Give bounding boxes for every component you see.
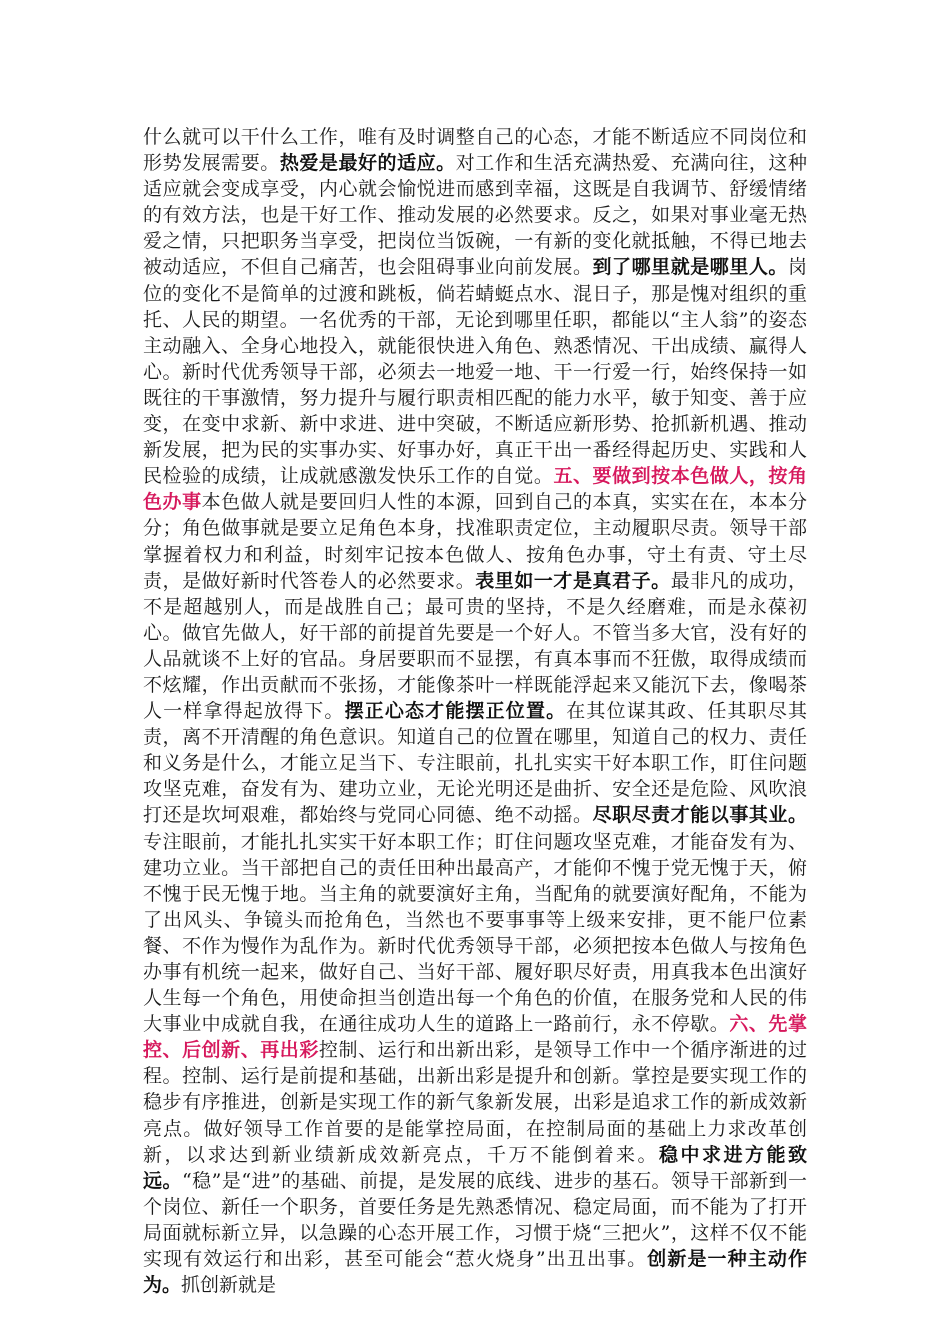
body-paragraph bbox=[143, 124, 807, 1298]
text-run: 专注眼前，才能扎扎实实干好本职工作；盯住问题攻坚克难，才能奋发有为、建功立业。当干部把自己的责任田种出最高产，才能仰不愧于党无愧于天，俯不愧于民无愧于地。当主角的就要演好主角，当配角的就要演好配角，不能为了出风头、争镜头而抢角色，当然也不要事事等上级来安排，更不能尸位素餐、不作为慢作为乱作为。新时代优秀领导干部，必须把按本色做人与按角色办事有机统一起来，做好自己、当好干部、履好职尽好责，用真我本色出演好人生每一个角色，用使命担当创造出每一个角色的价值，在服务党和人民的伟大事业中成就自我，在通往成功人生的道路上一路前行，永不停歇。 bbox=[143, 830, 807, 1036]
bold-emphasis: 摆正心态才能摆正位置。 bbox=[344, 700, 567, 723]
bold-emphasis: 到了哪里就是哪里人。 bbox=[592, 256, 788, 279]
text-run: 对工作和生活充满热爱、充满向往，这种适应就会变成享受，内心就会愉悦进而感到幸福，这既是自我调节、舒缓情绪的有效方法，也是干好工作、推动发展的必然要求。反之，如果对事业毫无热爱之情，只把职务当享受，把岗位当饭碗，一有新的变化就抵触，不得已地去被动适应，不但自己痛苦，也会阻碍事业向前发展。 bbox=[143, 152, 807, 279]
section-heading-5: 五、要做到按本色做人，按角色办事 bbox=[143, 465, 807, 514]
text-run: 什么就可以干什么工作，唯有及时调整自己的心态，才能不断适应不同岗位和形势发展需要。 bbox=[143, 126, 807, 175]
text-run: 本色做人就是要回归人性的本源，回到自己的本真，实实在在，本本分分；角色做事就是要立足角色本身，找准职责定位，主动履职尽责。领导干部掌握着权力和利益，时刻牢记按本色做人、按角色办事，守土有责、守土尽责，是做好新时代答卷人的必然要求。 bbox=[143, 491, 807, 592]
bold-emphasis: 热爱是最好的适应。 bbox=[279, 152, 456, 175]
bold-emphasis: 尽职尽责才能以事其业。 bbox=[592, 804, 807, 827]
bold-emphasis: 创新是一种主动作为。 bbox=[143, 1248, 807, 1297]
text-run: “稳”是“进”的基础、前提，是发展的底线、进步的基石。领导干部新到一个岗位、新任一个职务，首要任务是先熟悉情况、稳定局面，而不能为了打开局面就标新立异，以急躁的心态开展工作，习惯于烧“三把火”，这样不仅不能实现有效运行和出彩，甚至可能会“惹火烧身”出丑出事。 bbox=[143, 1169, 807, 1271]
text-run: 控制、运行和出新出彩，是领导工作中一个循序渐进的过程。控制、运行是前提和基础，出新出彩是提升和创新。掌控是要实现工作的稳步有序推进，创新是实现工作的新气象新发展，出彩是追求工作的新成效新亮点。做好领导工作首要的是能掌控局面，在控制局面的基础上力求改革创新，以求达到新业绩新成效新亮点，千万不能倒着来。 bbox=[143, 1039, 807, 1166]
text-run: 岗位的变化不是简单的过渡和跳板，倘若蜻蜓点水、混日子，那是愧对组织的重托、人民的期望。一名优秀的干部，无论到哪里任职，都能以“主人翁”的姿态主动融入、全身心地投入，就能很快进入角色、熟悉情况、干出成绩、赢得人心。新时代优秀领导干部，必须去一地爱一地、干一行爱一行，始终保持一如既往的干事激情，努力提升与履行职责相匹配的能力水平，敏于知变、善于应变，在变中求新、新中求进、进中突破，不断适应新形势、抢抓新机遇、推动新发展，把为民的实事办实、好事办好，真正干出一番经得起历史、实践和人民检验的成绩，让成就感激发快乐工作的自觉。 bbox=[143, 256, 807, 488]
bold-emphasis: 表里如一才是真君子。 bbox=[475, 569, 671, 592]
text-run: 在其位谋其政、任其职尽其责，离不开清醒的角色意识。知道自己的位置在哪里，知道自己的权力、责任和义务是什么，才能立足当下、专注眼前，扎扎实实干好本职工作，盯住问题攻坚克难，奋发有为、建功立业，无论光明还是曲折、安全还是危险、风吹浪打还是坎坷艰难，都始终与党同心同德、绝不动摇。 bbox=[143, 700, 807, 827]
text-run: 最非凡的成功，不是超越别人，而是战胜自己；最可贵的坚持，不是久经磨难，而是永葆初心。做官先做人，好干部的前提首先要是一个好人。不管当多大官，没有好的人品就谈不上好的官品。身居要职而不显摆，有真本事而不狂傲，取得成绩而不炫耀，作出贡献而不张扬，才能像茶叶一样既能浮起来又能沉下去，像喝茶人一样拿得起放得下。 bbox=[143, 569, 807, 723]
section-heading-6: 六、先掌控、后创新、再出彩 bbox=[143, 1013, 807, 1062]
text-run: 抓创新就是 bbox=[181, 1274, 277, 1297]
bold-emphasis: 稳中求进方能致远。 bbox=[143, 1143, 807, 1192]
